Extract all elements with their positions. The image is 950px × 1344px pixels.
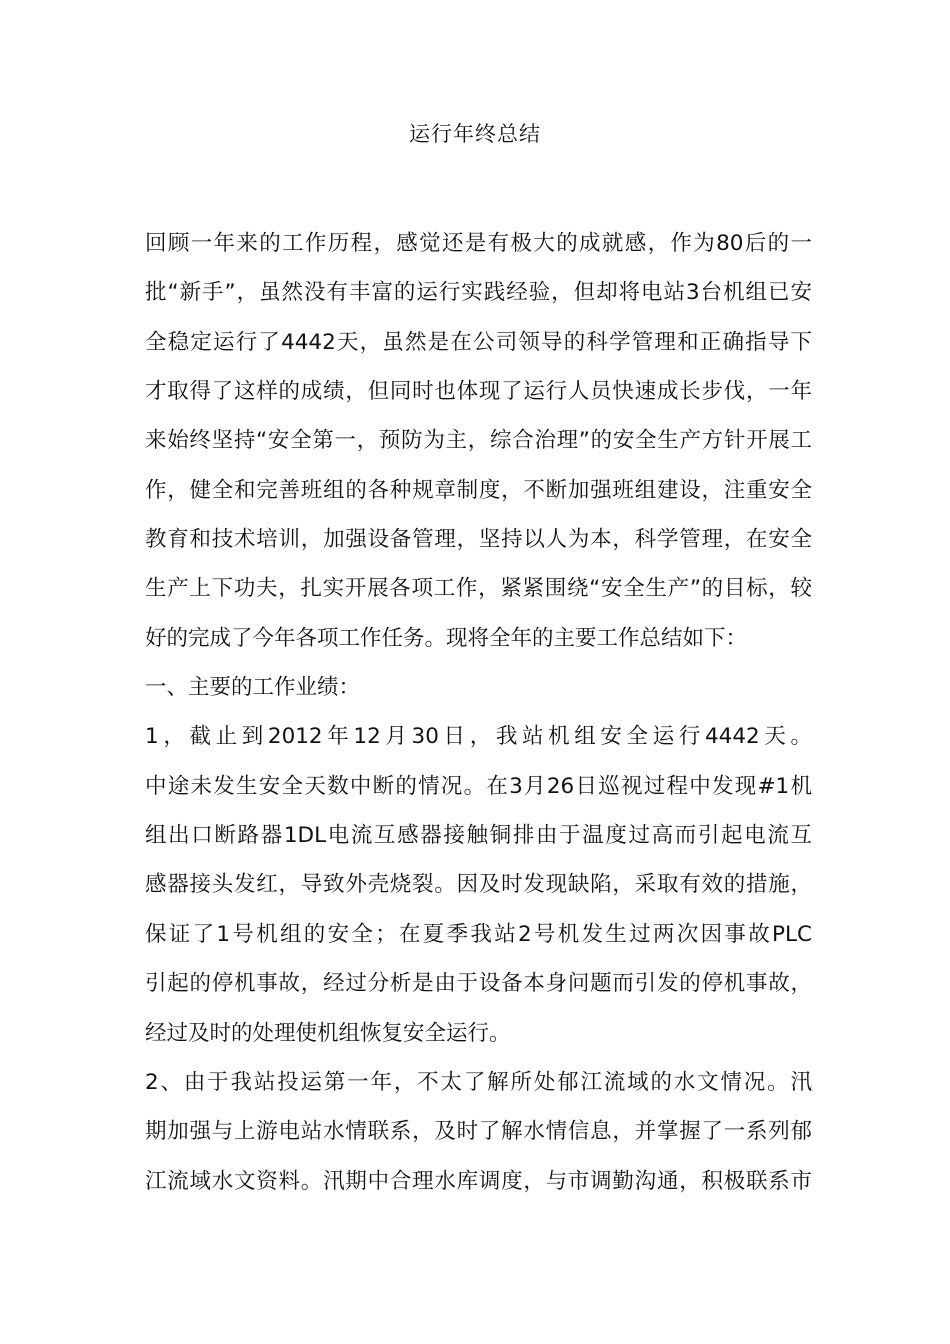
body-line: 全稳定运行了4442天，虽然是在公司领导的科学管理和正确指导下 — [145, 329, 812, 355]
body-line: 1，截止到2012年12月30日，我站机组安全运行4442天。 — [145, 724, 812, 750]
body-line: 2、由于我站投运第一年，不太了解所处郁江流域的水文情况。汛 — [145, 1069, 812, 1095]
body-line: 回顾一年来的工作历程，感觉还是有极大的成就感，作为80后的一 — [145, 231, 812, 256]
body-line: 来始终坚持“安全第一，预防为主，综合治理”的安全生产方针开展工 — [145, 428, 812, 454]
body-line: 作，健全和完善班组的各种规章制度，不断加强班组建设，注重安全 — [145, 477, 812, 503]
body-line: 教育和技术培训，加强设备管理，坚持以人为本，科学管理，在安全 — [145, 527, 812, 553]
body-line: 保证了1号机组的安全；在夏季我站2号机发生过两次因事故PLC — [145, 921, 812, 947]
section-heading: 一、主要的工作业绩： — [145, 675, 361, 701]
body-line: 江流域水文资料。汛期中合理水库调度，与市调勤沟通，积极联系市 — [145, 1168, 812, 1194]
body-line: 组出口断路器1DL电流互感器接触铜排由于温度过高而引起电流互 — [145, 823, 812, 849]
body-line: 引起的停机事故，经过分析是由于设备本身问题而引发的停机事故， — [145, 971, 812, 997]
body-line: 感器接头发红，导致外壳烧裂。因及时发现缺陷，采取有效的措施， — [145, 872, 812, 898]
body-line: 才取得了这样的成绩，但同时也体现了运行人员快速成长步伐，一年 — [145, 379, 812, 405]
body-line: 批“新手”，虽然没有丰富的运行实践经验，但却将电站3台机组已安 — [145, 280, 812, 306]
body-line: 中途未发生安全天数中断的情况。在3月26日巡视过程中发现#1机 — [145, 773, 812, 799]
document-title: 运行年终总结 — [409, 122, 541, 146]
body-line: 好的完成了今年各项工作任务。现将全年的主要工作总结如下： — [145, 625, 748, 651]
body-line: 生产上下功夫，扎实开展各项工作，紧紧围绕“安全生产”的目标，较 — [145, 576, 812, 602]
document-body — [145, 219, 812, 1206]
body-line: 经过及时的处理使机组恢复安全运行。 — [145, 1020, 511, 1046]
body-line: 期加强与上游电站水情联系，及时了解水情信息，并掌握了一系列郁 — [145, 1119, 812, 1145]
